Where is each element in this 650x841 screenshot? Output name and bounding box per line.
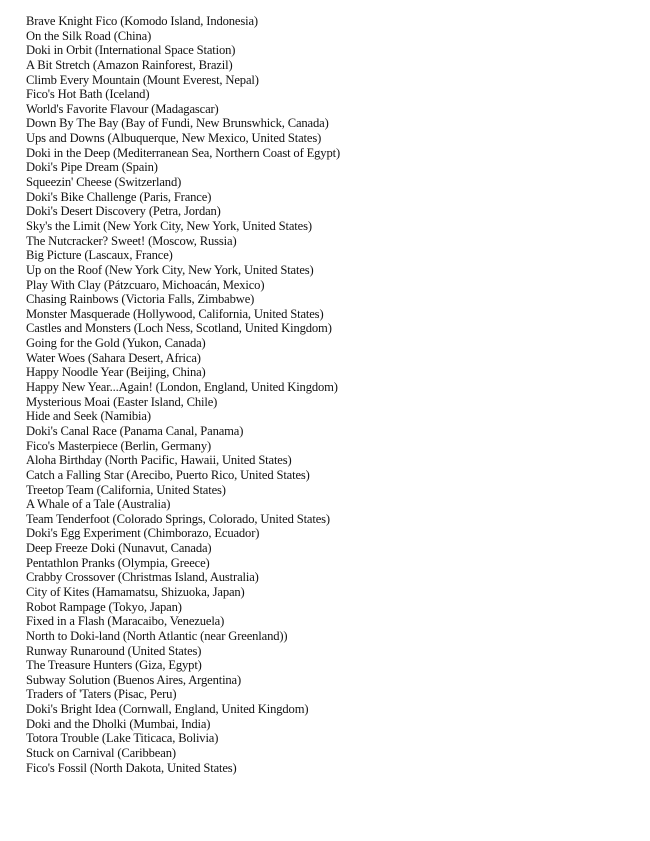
episode-item: Doki in the Deep (Mediterranean Sea, Northern Coast of Egypt) xyxy=(26,145,340,160)
episode-item: Ups and Downs (Albuquerque, New Mexico, United States) xyxy=(26,131,322,146)
episode-item: Doki's Desert Discovery (Petra, Jordan) xyxy=(26,204,221,219)
episode-item: Water Woes (Sahara Desert, Africa) xyxy=(26,350,201,365)
episode-item: Squeezin' Cheese (Switzerland) xyxy=(26,175,182,190)
episode-item: Doki's Canal Race (Panama Canal, Panama) xyxy=(26,423,244,438)
episode-item: Treetop Team (California, United States) xyxy=(26,482,226,497)
episode-item: Going for the Gold (Yukon, Canada) xyxy=(26,336,206,351)
episode-item: Down By The Bay (Bay of Fundi, New Brunswhick, Canada) xyxy=(26,116,329,131)
episode-list xyxy=(26,14,340,775)
episode-item: A Bit Stretch (Amazon Rainforest, Brazil) xyxy=(26,57,233,72)
episode-item: Play With Clay (Pátzcuaro, Michoacán, Mexico) xyxy=(26,277,265,292)
episode-item: Big Picture (Lascaux, France) xyxy=(26,248,173,263)
episode-item: Crabby Crossover (Christmas Island, Australia) xyxy=(26,570,259,585)
episode-item: Happy New Year...Again! (London, England, United Kingdom) xyxy=(26,380,338,395)
episode-item: Chasing Rainbows (Victoria Falls, Zimbabwe) xyxy=(26,292,255,307)
episode-item: Subway Solution (Buenos Aires, Argentina) xyxy=(26,672,242,687)
episode-item: Deep Freeze Doki (Nunavut, Canada) xyxy=(26,541,212,556)
episode-item: Traders of 'Taters (Pisac, Peru) xyxy=(26,687,177,702)
episode-item: Doki's Egg Experiment (Chimborazo, Ecuador) xyxy=(26,526,260,541)
episode-item: Catch a Falling Star (Arecibo, Puerto Rico, United States) xyxy=(26,467,310,482)
episode-item: North to Doki-land (North Atlantic (near Greenland)) xyxy=(26,628,288,643)
episode-item: Fixed in a Flash (Maracaibo, Venezuela) xyxy=(26,614,225,629)
episode-item: Stuck on Carnival (Caribbean) xyxy=(26,746,176,761)
episode-item: The Treasure Hunters (Giza, Egypt) xyxy=(26,658,202,673)
episode-item: Doki's Bright Idea (Cornwall, England, United Kingdom) xyxy=(26,702,309,717)
episode-item: Fico's Masterpiece (Berlin, Germany) xyxy=(26,438,212,453)
episode-item: Doki's Pipe Dream (Spain) xyxy=(26,160,158,175)
episode-item: Climb Every Mountain (Mount Everest, Nepal) xyxy=(26,72,259,87)
episode-item: A Whale of a Tale (Australia) xyxy=(26,497,171,512)
episode-item: Monster Masquerade (Hollywood, California, United States) xyxy=(26,306,324,321)
episode-item: Totora Trouble (Lake Titicaca, Bolivia) xyxy=(26,731,219,746)
episode-item: Sky's the Limit (New York City, New York, United States) xyxy=(26,218,312,233)
episode-item: Fico's Hot Bath (Iceland) xyxy=(26,87,150,102)
episode-item: Up on the Roof (New York City, New York, United States) xyxy=(26,262,314,277)
episode-item: Castles and Monsters (Loch Ness, Scotland, United Kingdom) xyxy=(26,321,332,336)
episode-item: Happy Noodle Year (Beijing, China) xyxy=(26,365,206,380)
episode-item: World's Favorite Flavour (Madagascar) xyxy=(26,101,219,116)
episode-item: Fico's Fossil (North Dakota, United States) xyxy=(26,760,237,775)
episode-item: Runway Runaround (United States) xyxy=(26,643,202,658)
episode-item: Doki and the Dholki (Mumbai, India) xyxy=(26,716,211,731)
episode-item: City of Kites (Hamamatsu, Shizuoka, Japan) xyxy=(26,584,245,599)
episode-item: Brave Knight Fico (Komodo Island, Indonesia) xyxy=(26,14,258,28)
episode-item: The Nutcracker? Sweet! (Moscow, Russia) xyxy=(26,233,237,248)
episode-item: On the Silk Road (China) xyxy=(26,28,152,43)
episode-item: Hide and Seek (Namibia) xyxy=(26,409,151,424)
episode-item: Pentathlon Pranks (Olympia, Greece) xyxy=(26,555,210,570)
episode-item: Team Tenderfoot (Colorado Springs, Colorado, United States) xyxy=(26,511,330,526)
episode-item: Doki's Bike Challenge (Paris, France) xyxy=(26,189,212,204)
episode-item: Doki in Orbit (International Space Station) xyxy=(26,43,236,58)
episode-item: Aloha Birthday (North Pacific, Hawaii, United States) xyxy=(26,453,292,468)
episode-item: Mysterious Moai (Easter Island, Chile) xyxy=(26,394,218,409)
episode-item: Robot Rampage (Tokyo, Japan) xyxy=(26,599,182,614)
